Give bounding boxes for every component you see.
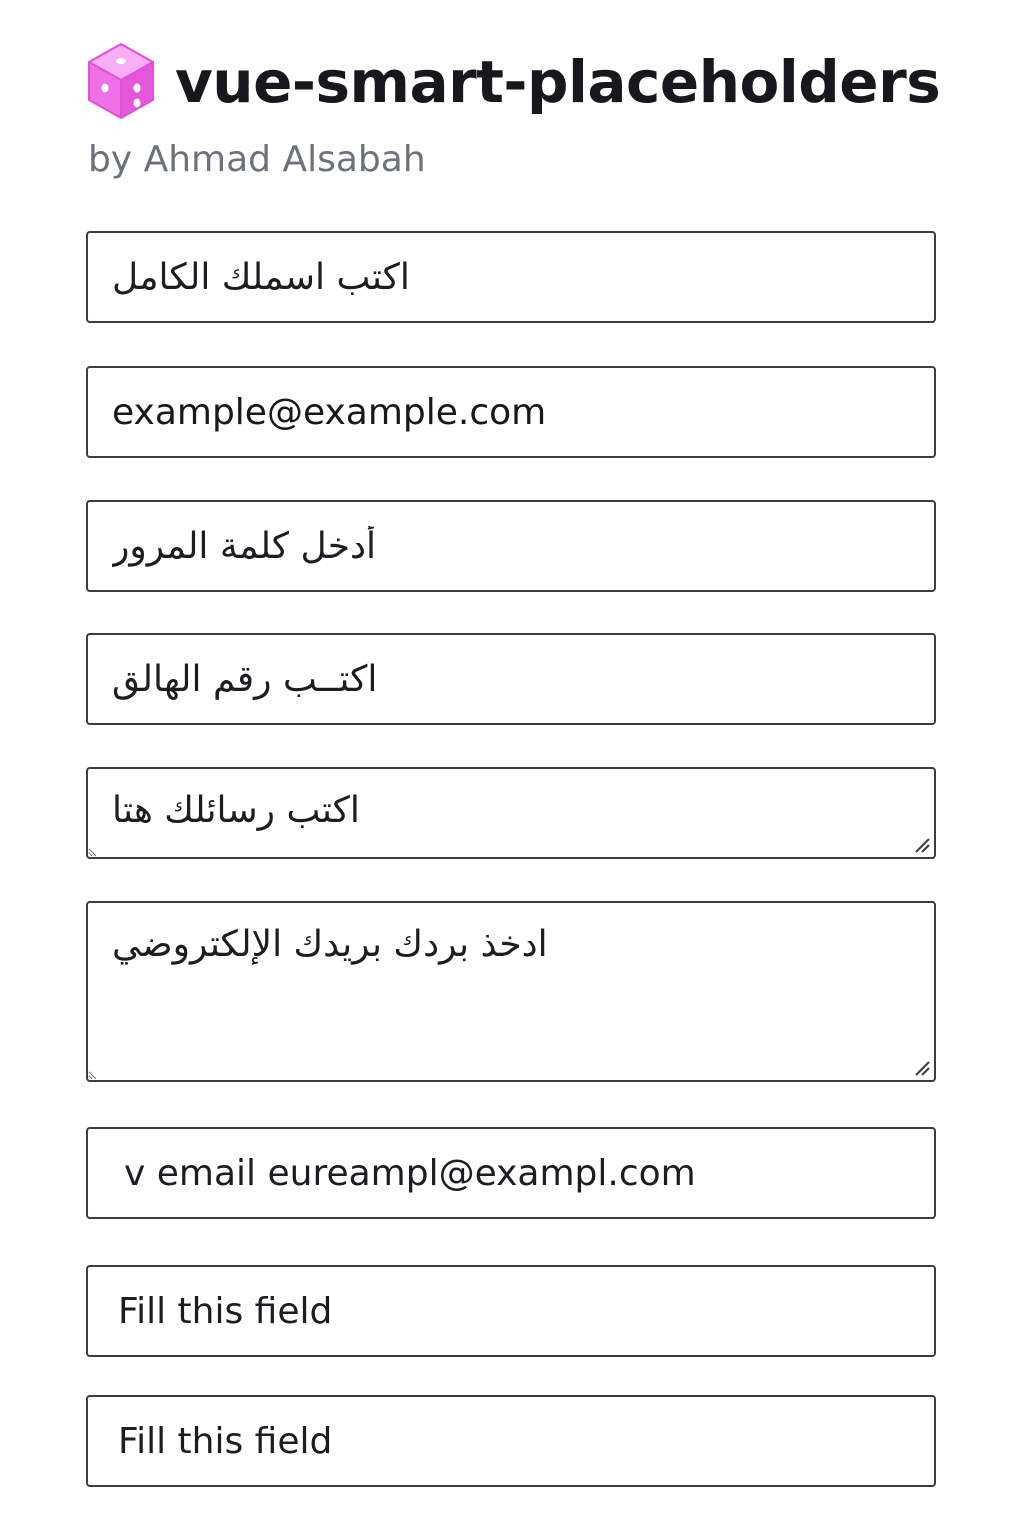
password-input[interactable] (86, 500, 936, 592)
fill-field-input-1[interactable] (86, 1265, 936, 1357)
full-name-input[interactable] (86, 231, 936, 323)
author-byline: by Ahmad Alsabah (88, 139, 426, 180)
page-title: vue-smart-placeholders (175, 48, 941, 116)
email-textarea[interactable] (86, 901, 936, 1082)
fill-field-input-2[interactable] (86, 1395, 936, 1487)
cube-icon (86, 42, 156, 120)
message-textarea[interactable] (86, 767, 936, 859)
email-hint-input[interactable] (86, 1127, 936, 1219)
phone-input[interactable] (86, 633, 936, 725)
email-input[interactable] (86, 366, 936, 458)
page-header (86, 42, 946, 192)
